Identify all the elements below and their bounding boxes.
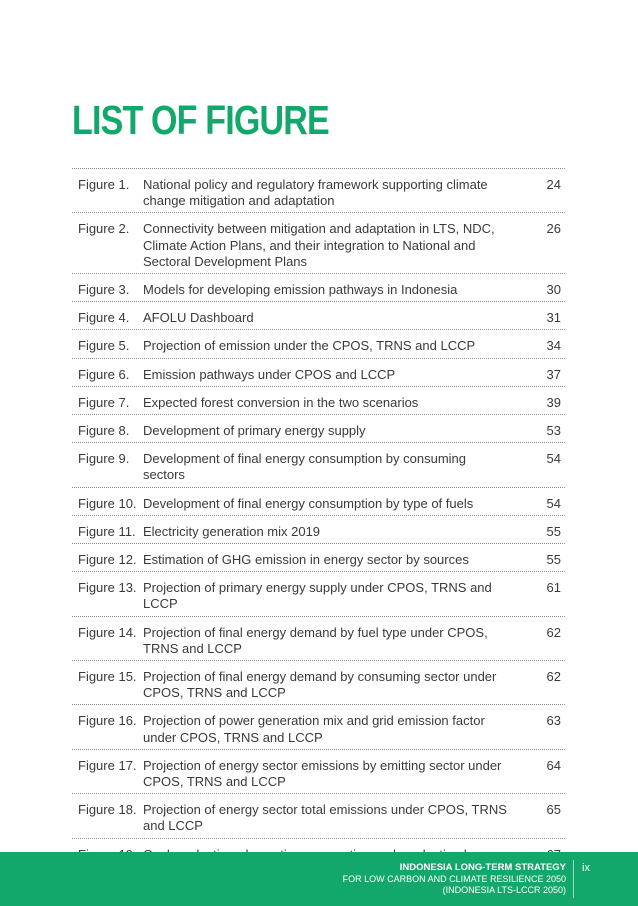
footer-divider bbox=[573, 860, 574, 898]
figure-number: Figure 7. bbox=[78, 394, 130, 410]
figure-number: Figure 13. bbox=[78, 580, 137, 596]
figure-title: Projection of energy sector emissions by emitting sector under CPOS, TRNS and LCCP bbox=[143, 757, 502, 790]
footer-title-line1: INDONESIA LONG-TERM STRATEGY bbox=[399, 862, 566, 873]
figure-list-item[interactable] bbox=[72, 443, 565, 487]
figure-page-number: 54 bbox=[546, 495, 561, 511]
page-title: LIST OF FIGURE bbox=[72, 97, 329, 143]
figure-number: Figure 14. bbox=[78, 624, 137, 640]
figure-number: Figure 6. bbox=[78, 366, 130, 382]
figure-list-item[interactable] bbox=[72, 387, 565, 415]
figure-number: Figure 18. bbox=[78, 802, 137, 818]
figure-title: Development of final energy consumption by type of fuels bbox=[143, 495, 474, 511]
figure-list-item[interactable] bbox=[72, 617, 565, 661]
figure-title: Development of final energy consumption by consuming sectors bbox=[143, 451, 467, 483]
figure-title: Development of primary energy supply bbox=[143, 423, 366, 439]
figure-title: Expected forest conversion in the two scenarios bbox=[143, 394, 419, 410]
footer bbox=[0, 852, 638, 906]
figure-title: Emission pathways under CPOS and LCCP bbox=[143, 366, 396, 382]
figure-page-number: 55 bbox=[546, 552, 561, 568]
figure-list-item[interactable] bbox=[72, 705, 565, 749]
figure-title: Projection of final energy demand by consuming sector under CPOS, TRNS and LCCP bbox=[143, 669, 497, 701]
figure-list-item[interactable] bbox=[72, 169, 565, 213]
figure-title: Connectivity between mitigation and adaptation in LTS, NDC, Climate Action Plans, and their integration to National and Sectoral Development Plans bbox=[143, 221, 495, 269]
figure-list-item[interactable] bbox=[72, 750, 565, 794]
figure-page-number: 30 bbox=[546, 282, 561, 298]
footer-title-line3: (INDONESIA LTS-LCCR 2050) bbox=[442, 885, 566, 895]
footer-title-line2: FOR LOW CARBON AND CLIMATE RESILIENCE 2050 bbox=[342, 873, 566, 884]
figure-list-item[interactable] bbox=[72, 302, 565, 330]
figure-number: Figure 16. bbox=[78, 713, 137, 729]
figure-number: Figure 11. bbox=[78, 523, 136, 539]
figure-number: Figure 15. bbox=[78, 669, 137, 685]
figure-list-item[interactable] bbox=[72, 213, 565, 274]
figure-title: AFOLU Dashboard bbox=[143, 310, 254, 326]
figure-number: Figure 9. bbox=[78, 451, 130, 467]
figure-page-number: 31 bbox=[546, 310, 561, 326]
figure-page-number: 55 bbox=[546, 523, 561, 539]
figure-number: Figure 3. bbox=[78, 282, 130, 298]
figure-page-number: 39 bbox=[546, 394, 561, 410]
figure-page-number: 64 bbox=[546, 757, 561, 773]
figure-list-item[interactable] bbox=[72, 661, 565, 705]
figure-page-number: 61 bbox=[546, 580, 561, 596]
figure-page-number: 62 bbox=[546, 669, 561, 685]
figure-list-item[interactable] bbox=[72, 330, 565, 358]
figure-list-item[interactable] bbox=[72, 516, 565, 544]
figure-number: Figure 2. bbox=[78, 221, 130, 237]
figure-title: Projection of primary energy supply under CPOS, TRNS and LCCP bbox=[143, 580, 492, 612]
figure-number: Figure 8. bbox=[78, 423, 130, 439]
figure-title: Estimation of GHG emission in energy sector by sources bbox=[143, 552, 469, 568]
figure-list-item[interactable] bbox=[72, 415, 565, 443]
figure-list bbox=[72, 168, 565, 883]
figure-page-number: 62 bbox=[546, 624, 561, 640]
figure-list-item[interactable] bbox=[72, 794, 565, 838]
figure-title: Projection of energy sector total emissions under CPOS, TRNS and LCCP bbox=[143, 802, 507, 834]
figure-page-number: 24 bbox=[546, 177, 561, 192]
figure-number: Figure 4. bbox=[78, 310, 130, 326]
figure-title: Models for developing emission pathways in Indonesia bbox=[143, 282, 458, 298]
figure-title: Projection of emission under the CPOS, TRNS and LCCP bbox=[143, 338, 476, 354]
figure-title: National policy and regulatory framework supporting climate change mitigation and adaptation bbox=[143, 177, 488, 209]
figure-page-number: 53 bbox=[546, 423, 561, 439]
figure-title: Projection of final energy demand by fuel type under CPOS, TRNS and LCCP bbox=[143, 624, 488, 656]
figure-number: Figure 12. bbox=[78, 552, 137, 568]
figure-list-item[interactable] bbox=[72, 488, 565, 516]
figure-number: Figure 1. bbox=[78, 177, 130, 192]
figure-list-item[interactable] bbox=[72, 572, 565, 616]
figure-list-item[interactable] bbox=[72, 359, 565, 387]
footer-document-title bbox=[343, 862, 566, 897]
page-number: ix bbox=[582, 862, 590, 874]
figure-page-number: 63 bbox=[546, 713, 561, 729]
figure-list-item[interactable] bbox=[72, 274, 565, 302]
figure-page-number: 37 bbox=[546, 366, 561, 382]
figure-title: Electricity generation mix 2019 bbox=[143, 523, 321, 539]
figure-title: Projection of power generation mix and grid emission factor under CPOS, TRNS and LCCP bbox=[143, 713, 485, 745]
figure-page-number: 26 bbox=[546, 221, 561, 237]
figure-page-number: 65 bbox=[546, 802, 561, 818]
figure-number: Figure 17. bbox=[78, 757, 137, 773]
figure-number: Figure 10. bbox=[78, 495, 137, 511]
figure-page-number: 54 bbox=[546, 451, 561, 467]
figure-number: Figure 5. bbox=[78, 338, 130, 354]
figure-page-number: 34 bbox=[546, 338, 561, 354]
figure-list-item[interactable] bbox=[72, 544, 565, 572]
